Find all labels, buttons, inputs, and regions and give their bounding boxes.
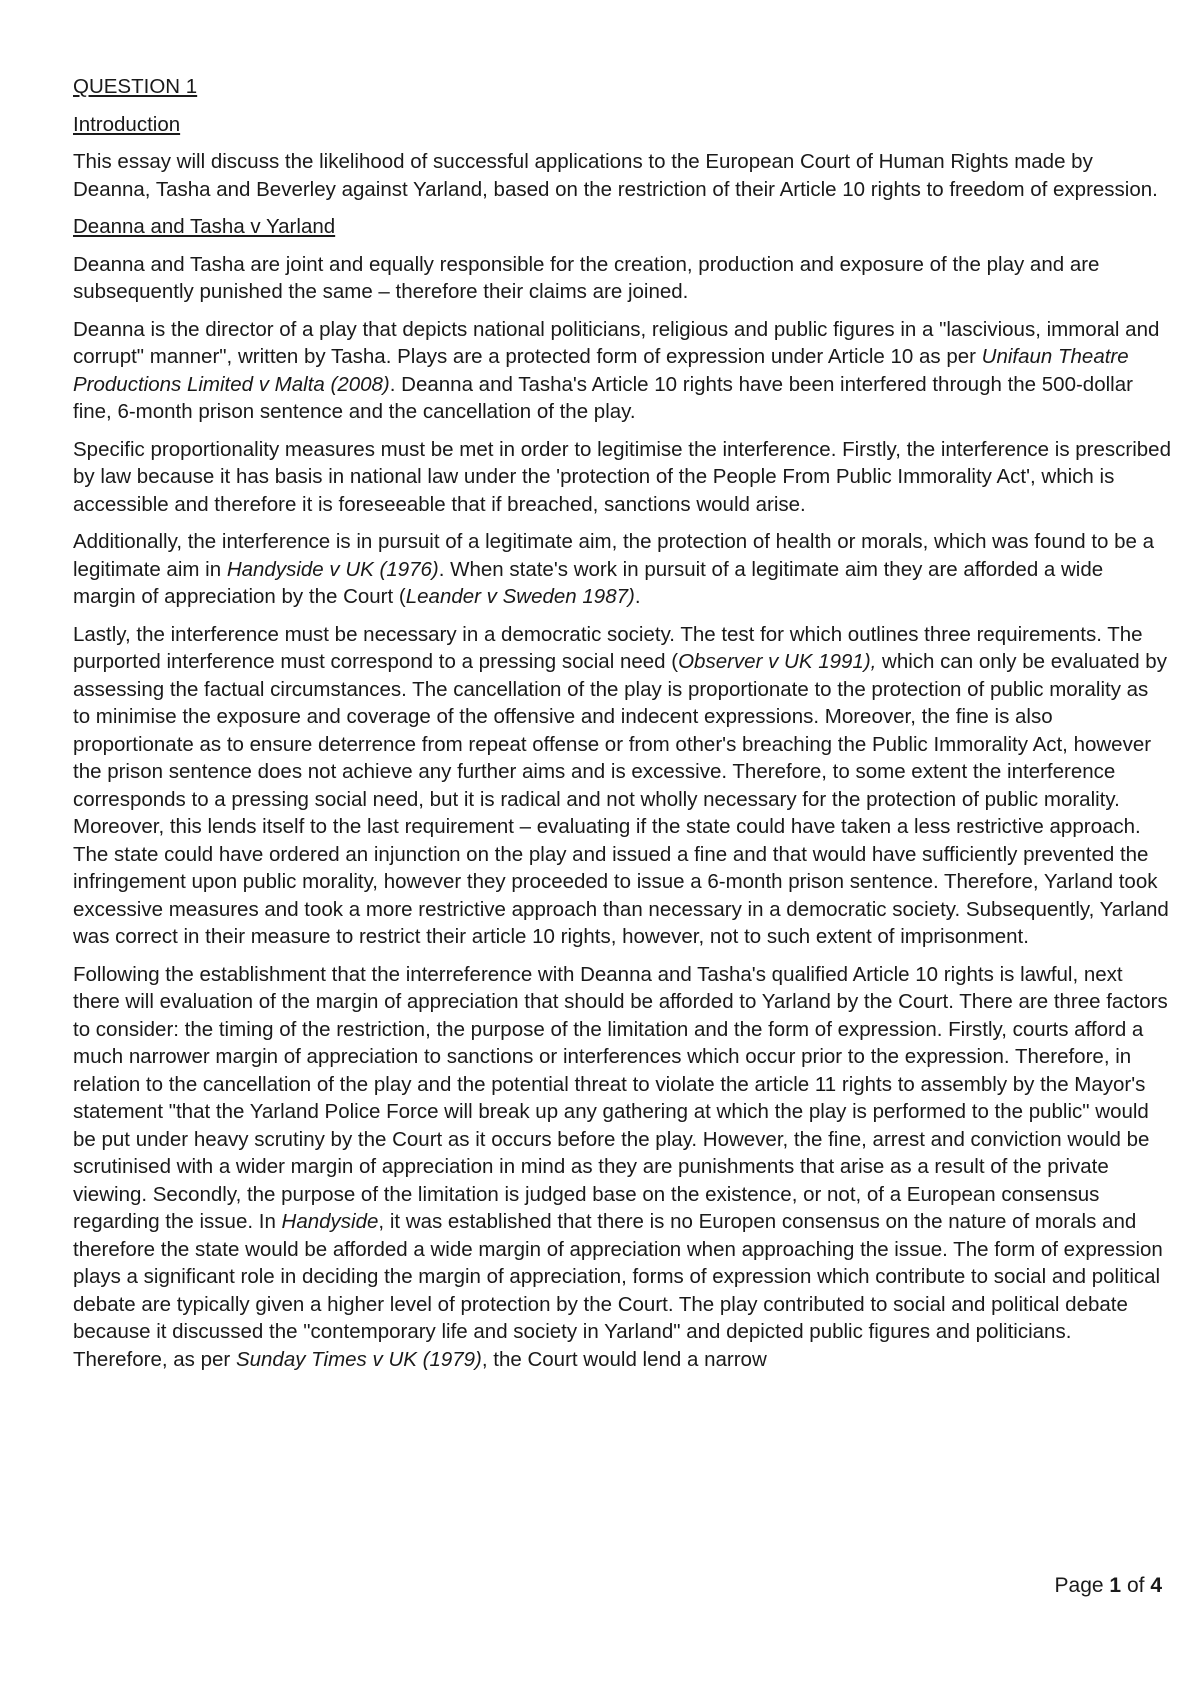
paragraph-prescribed-by-law: Specific proportionality measures must be met in order to legitimise the interference. Firstly, the interference is prescribed by law because it has basis in national law under the 'protection of the People From Public Immorality Act', which is accessible and therefore it is foreseeable that if breached, sanctions would arise.	[73, 437, 1171, 516]
case-citation: Handyside	[281, 1210, 379, 1233]
paragraph-legitimate-aim	[73, 528, 1171, 611]
case-citation: Handyside v UK (1976)	[226, 557, 439, 581]
text-run: .	[634, 585, 641, 608]
paragraph-director	[73, 316, 1171, 426]
intro-paragraph: This essay will discuss the likelihood of successful applications to the European Court of Human Rights made by Deanna, Tasha and Beverley against Yarland, based on the restriction of their Article 10 rights to freedom of expression.	[73, 150, 1158, 201]
case-citation: Observer v UK 1991),	[678, 650, 877, 673]
intro-heading: Introduction	[73, 112, 181, 136]
section-heading: Deanna and Tasha v Yarland	[73, 215, 336, 238]
page-word: Page	[1054, 1574, 1104, 1597]
case-citation: Unifaun Theatre Productions Limited v Malta (2008)	[73, 345, 1129, 396]
text-run: , it was established that there is no Europen consensus on the nature of morals and therefore the state would be afforded a wide margin of appreciation when approaching the issue. The form of expression plays a significant role in deciding the margin of appreciation, forms of expression which contribute to social and political debate are typically given a higher level of protection by the Court. The play contributed to social and political debate because it discussed the "contemporary life and society in Yarland" and depicted public figures and politicians. Therefore, as per	[73, 1210, 1163, 1371]
text-run: Lastly, the interference must be necessary in a democratic society. The test for which outlines three requirements. The purported interference must correspond to a pressing social need (	[73, 622, 1143, 673]
paragraph-margin-of-appreciation	[73, 961, 1171, 1374]
of-word: of	[1126, 1574, 1145, 1597]
case-citation: Sunday Times v UK (1979)	[235, 1347, 482, 1371]
case-citation: Leander v Sweden 1987)	[405, 585, 635, 608]
paragraph-necessary	[73, 621, 1171, 951]
text-run: , the Court would lend a narrow	[481, 1347, 767, 1371]
text-run: Additionally, the interference is in pursuit of a legitimate aim, the protection of health or morals, which was found to be a legitimate aim in	[73, 530, 1155, 581]
text-run: Following the establishment that the interreference with Deanna and Tasha's qualified Article 10 rights is lawful, next there will evaluation of the margin of appreciation that should be afforded to Yarland by the Court. There are three factors to consider: the timing of the restriction, the purpose of the limitation and the form of expression. Firstly, courts afford a much narrower margin of appreciation to sanctions or interferences which occur prior to the expression. Therefore, in relation to the cancellation of the play and the potential threat to violate the article 11 rights to assembly by the Mayor's statement "that the Yarland Police Force will break up any gathering at which the play is performed to the public" would be put under heavy scrutiny by the Court as it occurs before the play. However, the fine, arrest and conviction would be scrutinised with a wider margin of appreciation in mind as they are punishments that arise as a result of the private viewing. Secondly, the purpose of the limitation is judged base on the existence, or not, of a European consensus regarding the issue. In	[73, 962, 1168, 1233]
text-run: Deanna is the director of a play that depicts national politicians, religious and public figures in a "lascivious, immoral and corrupt" manner", written by Tasha. Plays are a protected form of expression under Article 10 as per	[73, 317, 1160, 368]
page-footer	[1055, 1572, 1162, 1600]
text-run: which can only be evaluated by assessing the factual circumstances. The cancellation of the play is proportionate to the protection of public morality as to minimise the exposure and coverage of the offensive and indecent expressions. Moreover, the fine is also proportionate as to ensure deterrence from repeat offense or from other's breaching the Public Immorality Act, however the prison sentence does not achieve any further aims and is excessive. Therefore, to some extent the interference corresponds to a pressing social need, but it is radical and not wholly necessary for the protection of public morality. Moreover, this lends itself to the last requirement – evaluating if the state could have taken a less restrictive approach. The state could have ordered an injunction on the play and issued a fine and that would have sufficiently prevented the infringement upon public morality, however they proceeded to issue a 6-month prison sentence. Therefore, Yarland took excessive measures and took a more restrictive approach than necessary in a democratic society. Subsequently, Yarland was correct in their measure to restrict their article 10 rights, however, not to such extent of imprisonment.	[73, 650, 1169, 948]
page-number: 1	[1109, 1574, 1122, 1597]
total-pages: 4	[1150, 1574, 1162, 1597]
text-run: . Deanna and Tasha's Article 10 rights have been interfered through the 500-dollar fine, 6-month prison sentence and the cancellation of the play.	[73, 372, 1133, 423]
text-run: . When state's work in pursuit of a legitimate aim they are afforded a wide margin of appreciation by the Court (	[73, 557, 1104, 608]
paragraph-joint-claims: Deanna and Tasha are joint and equally responsible for the creation, production and exposure of the play and are subsequently punished the same – therefore their claims are joined.	[73, 252, 1100, 303]
document-body	[73, 73, 1171, 1383]
question-heading: QUESTION 1	[73, 75, 198, 98]
